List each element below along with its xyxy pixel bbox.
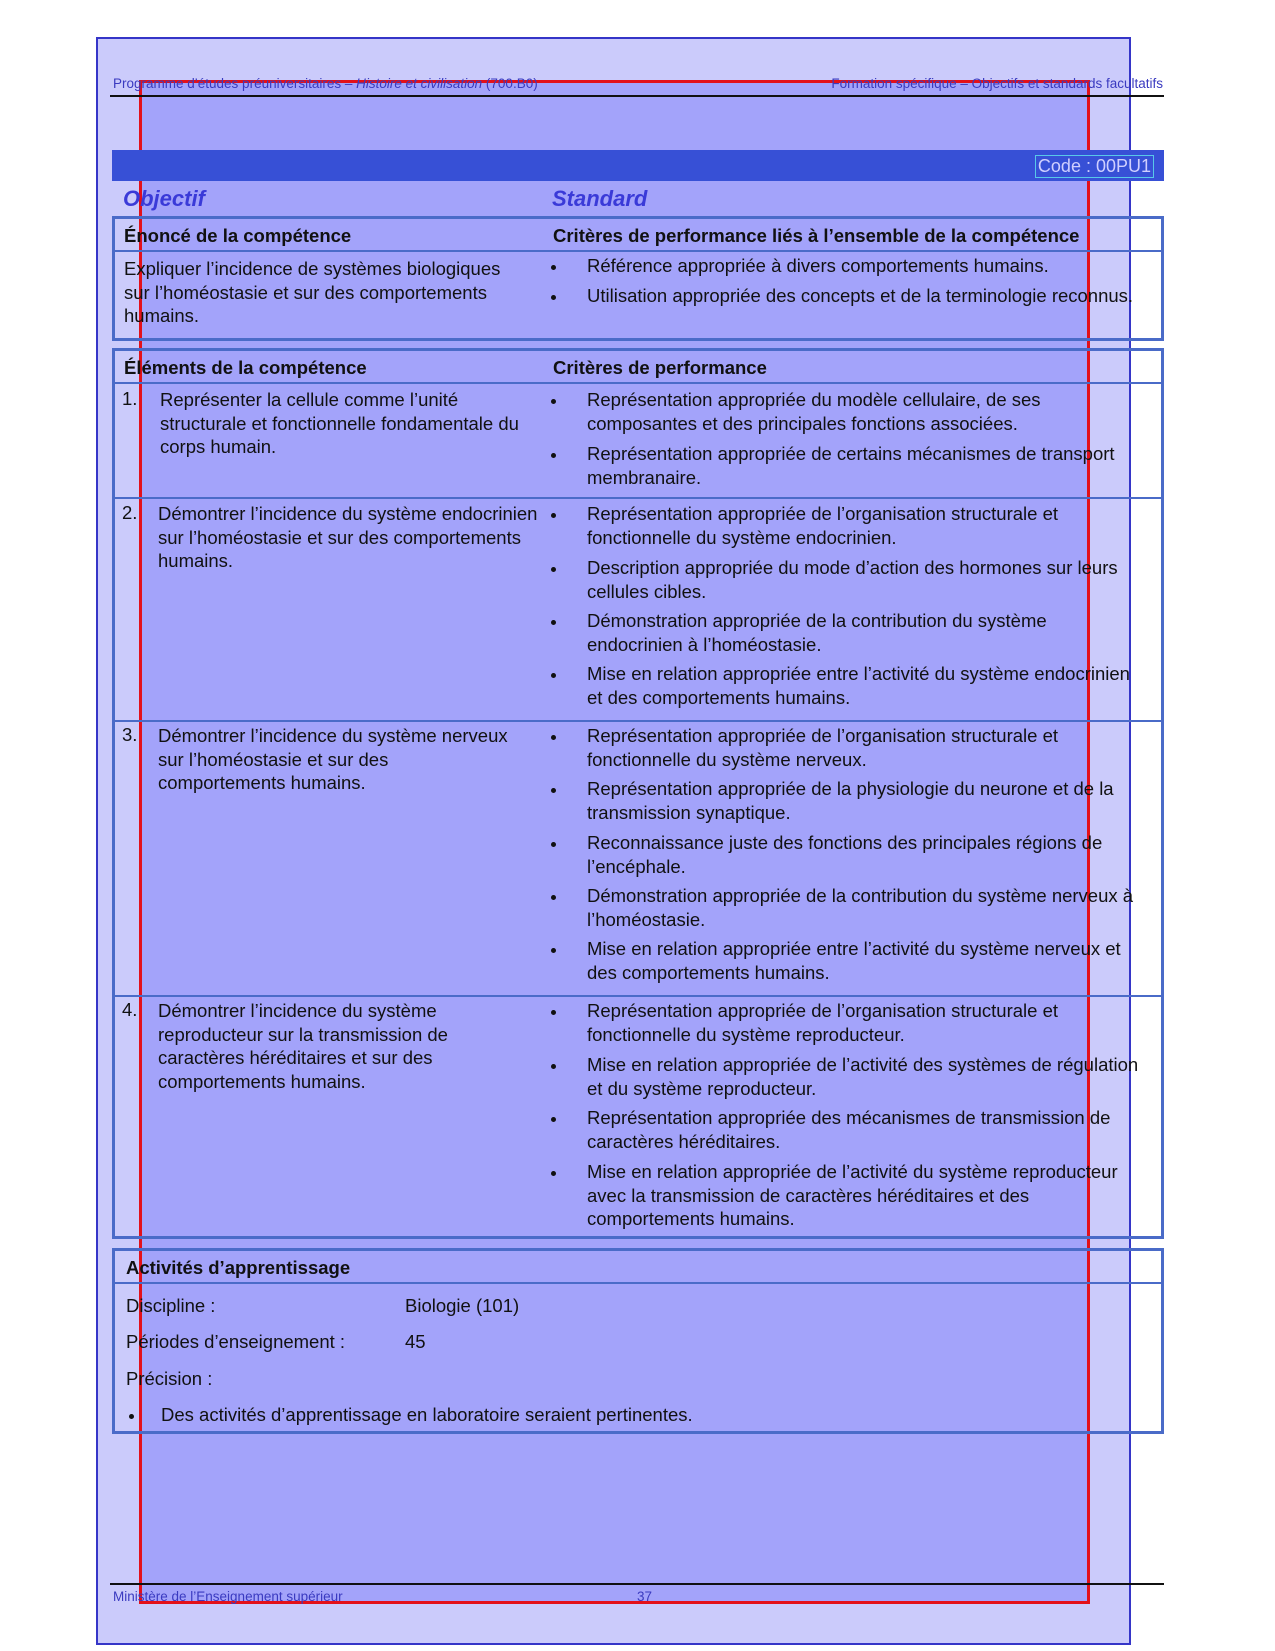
element-divider-3 [115,995,1161,997]
element-divider-1 [115,497,1161,499]
element-divider-2 [115,720,1161,722]
bullet-icon [551,948,556,953]
element-criterion: Description appropriée du mode d’action des hormones sur leurs cellules cibles. [587,557,1118,602]
bullet-icon [551,295,556,300]
elements-header-rule [115,382,1161,384]
competence-header-rule [115,250,1161,252]
competency-code: Code : 00PU1 [1035,155,1154,178]
header-program-prefix: Programme d’études préuniversitaires – [113,76,357,91]
footer-rule [110,1583,1164,1585]
page-number: 37 [637,1589,653,1604]
element-number: 4. [122,999,138,1020]
activities-box [112,1248,1164,1434]
bullet-icon [551,673,556,678]
periods-label: Périodes d’enseignement : [126,1331,346,1352]
activities-title: Activités d’apprentissage [126,1257,351,1278]
enonce-header: Énoncé de la compétence [124,225,352,246]
bullet-icon [551,567,556,572]
criteres-header: Critères de performance [553,357,767,378]
criteres-ensemble-header: Critères de performance liés à l’ensemble de la compétence [553,225,1080,246]
bullet-icon [551,788,556,793]
critere-ensemble-2: Utilisation appropriée des concepts et de la terminologie reconnus. [587,285,1134,306]
element-criterion: Démonstration appropriée de la contribution du système nerveux à l’homéostasie. [587,885,1134,930]
precision-label: Précision : [126,1368,213,1389]
bullet-icon [551,265,556,270]
element-number: 3. [122,724,138,745]
element-criterion: Représentation appropriée de l’organisation structurale et fonctionnelle du système nerveux. [587,725,1059,770]
bullet-icon [551,735,556,740]
header-rule [110,95,1164,97]
element-criterion: Mise en relation appropriée de l’activité des systèmes de régulation et du système reproducteur. [587,1054,1139,1099]
enonce-text: Expliquer l’incidence de systèmes biologiques sur l’homéostasie et sur des comportements humains. [124,258,501,326]
bullet-icon [551,1171,556,1176]
header-program-title: Histoire et civilisation [356,76,483,91]
objectif-title: Objectif [123,186,205,211]
header-section: Formation spécifique – Objectifs et standards facultatifs [831,76,1163,91]
element-criterion: Démonstration appropriée de la contribution du système endocrinien à l’homéostasie. [587,610,1047,655]
element-criterion: Mise en relation appropriée entre l’activité du système endocrinien et des comportements humains. [587,663,1130,708]
standard-title: Standard [552,186,648,211]
element-text: Démontrer l’incidence du système reproducteur sur la transmission de caractères héréditaires et sur des comportements humains. [158,1000,448,1092]
element-criterion: Représentation appropriée de certains mécanismes de transport membranaire. [587,443,1115,488]
bullet-icon [129,1414,134,1419]
element-criterion: Représentation appropriée des mécanismes de transmission de caractères héréditaires. [587,1107,1111,1152]
footer-ministry: Ministère de l’Enseignement supérieur [113,1589,343,1604]
element-criterion: Mise en relation appropriée de l’activité du système reproducteur avec la transmission de caractères héréditaires et des comportements humains. [587,1161,1118,1229]
elements-header: Éléments de la compétence [124,357,367,378]
competence-box [112,216,1164,341]
element-text: Représenter la cellule comme l’unité structurale et fonctionnelle fondamentale du corps humain. [160,389,519,457]
element-criterion: Représentation appropriée de l’organisation structurale et fonctionnelle du système reproducteur. [587,1000,1059,1045]
bullet-icon [551,1117,556,1122]
bullet-icon [551,453,556,458]
element-text: Démontrer l’incidence du système nerveux sur l’homéostasie et sur des comportements humains. [158,725,508,793]
header-program [113,76,538,91]
bullet-icon [551,399,556,404]
element-number: 2. [122,502,138,523]
element-criterion: Reconnaissance juste des fonctions des principales régions de l’encéphale. [587,832,1103,877]
element-criterion: Mise en relation appropriée entre l’activité du système nerveux et des comportements humains. [587,938,1121,983]
element-criterion: Représentation appropriée de l’organisation structurale et fonctionnelle du système endocrinien. [587,503,1059,548]
periods-value: 45 [405,1331,426,1352]
precision-item: Des activités d’apprentissage en laboratoire seraient pertinentes. [161,1404,693,1425]
discipline-value: Biologie (101) [405,1295,520,1316]
element-criterion: Représentation appropriée du modèle cellulaire, de ses composantes et des principales fonctions associées. [587,389,1041,434]
bullet-icon [551,1010,556,1015]
activities-header-rule [115,1282,1161,1284]
bullet-icon [551,1064,556,1069]
code-bar [112,150,1164,181]
element-text: Démontrer l’incidence du système endocrinien sur l’homéostasie et sur des comportements humains. [158,503,538,571]
header-program-code: (700.B0) [482,76,538,91]
bullet-icon [551,513,556,518]
bullet-icon [551,842,556,847]
bullet-icon [551,620,556,625]
element-criterion: Représentation appropriée de la physiologie du neurone et de la transmission synaptique. [587,778,1114,823]
element-number: 1. [122,388,138,409]
critere-ensemble-1: Référence appropriée à divers comportements humains. [587,255,1049,276]
discipline-label: Discipline : [126,1295,216,1316]
bullet-icon [551,895,556,900]
